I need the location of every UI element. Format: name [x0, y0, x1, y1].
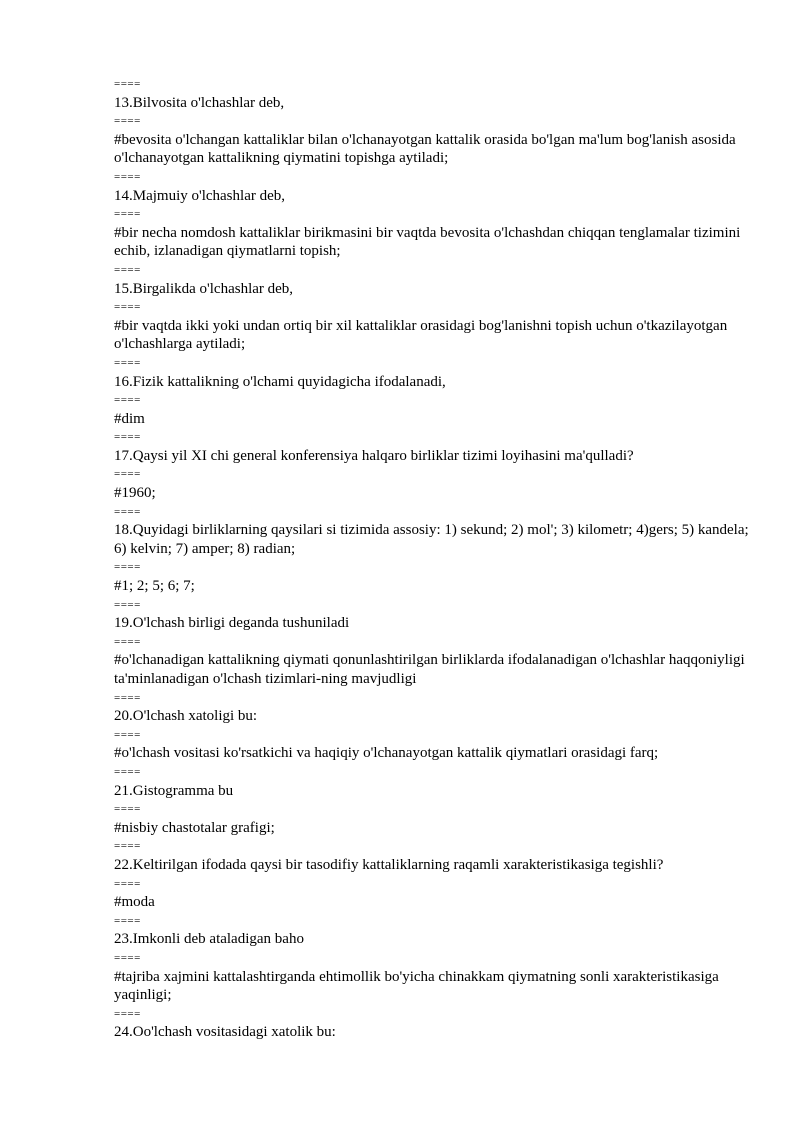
separator-line: ====: [114, 691, 141, 704]
question-text: 22.Keltirilgan ifodada qaysi bir tasodifiy kattaliklarning raqamli xarakteristikasiga tegishli?: [114, 856, 664, 873]
separator-line: ====: [114, 803, 141, 816]
question-text: 24.Oo'lchash vositasidagi xatolik bu:: [114, 1024, 336, 1041]
question-text: 18.Quyidagi birliklarning qaysilari si tizimida assosiy: 1) sekund; 2) mol'; 3) kilometr; 4)gers; 5) kandela; 6) kelvin; 7) amper; 8) radian;: [114, 522, 749, 557]
separator-line: ====: [114, 765, 141, 778]
document-page: [114, 75, 754, 1042]
answer-text: #nisbiy chastotalar grafigi;: [114, 819, 275, 836]
question-text: 20.O'lchash xatoligi bu:: [114, 708, 258, 725]
answer-text: #bevosita o'lchangan kattaliklar bilan o'lchanayotgan kattalik orasida bo'lgan ma'lum bog'lanish asosida o'lchanayotgan kattalikning qiymatini topishga aytiladi;: [114, 131, 736, 167]
separator-line: ====: [114, 468, 141, 481]
separator-line: ====: [114, 505, 141, 518]
separator-line: ====: [114, 115, 141, 128]
answer-text: #o'lchash vositasi ko'rsatkichi va haqiqiy o'lchanayotgan kattalik qiymatlari orasidagi farq;: [114, 745, 659, 762]
question-text: 17.Qaysi yil XI chi general konferensiya halqaro birliklar tizimi loyihasini ma'qulladi?: [114, 447, 634, 464]
separator-line: ====: [114, 356, 141, 369]
separator-line: ====: [114, 431, 141, 444]
separator-line: ====: [114, 635, 141, 648]
answer-text: #moda: [114, 894, 155, 911]
separator-line: ====: [114, 561, 141, 574]
answer-text: #1; 2; 5; 6; 7;: [114, 578, 195, 595]
answer-text: #tajriba xajmini kattalashtirganda ehtimollik bo'yicha chinakkam qiymatning sonli xarakteristikasiga yaqinligi;: [114, 968, 719, 1004]
separator-line: ====: [114, 877, 141, 890]
separator-line: ====: [114, 914, 141, 927]
separator-line: ====: [114, 598, 141, 611]
answer-text: #dim: [114, 410, 145, 427]
question-text: 19.O'lchash birligi deganda tushuniladi: [114, 615, 350, 632]
answer-text: #o'lchanadigan kattalikning qiymati qonunlashtirilgan birliklarda ifodalanadigan o'lchashlar haqqoniyligi ta'minlanadigan o'lchash tizimlari-ning mavjudligi: [114, 652, 745, 687]
question-text: 14.Majmuiy o'lchashlar deb,: [114, 187, 285, 204]
answer-text: #1960;: [114, 485, 156, 502]
separator-line: ====: [114, 951, 141, 964]
separator-line: ====: [114, 394, 141, 407]
separator-line: ====: [114, 840, 141, 853]
answer-text: #bir vaqtda ikki yoki undan ortiq bir xil kattaliklar orasidagi bog'lanishni topish uchun o'tkazilayotgan o'lchashlarga aytiladi;: [114, 317, 728, 353]
separator-line: ====: [114, 208, 141, 221]
question-text: 15.Birgalikda o'lchashlar deb,: [114, 280, 294, 297]
separator-line: ====: [114, 1007, 141, 1020]
question-text: 13.Bilvosita o'lchashlar deb,: [114, 94, 285, 111]
separator-line: ====: [114, 728, 141, 741]
separator-line: ====: [114, 301, 141, 314]
question-text: 16.Fizik kattalikning o'lchami quyidagicha ifodalanadi,: [114, 373, 446, 390]
separator-line: ====: [114, 78, 141, 90]
question-text: 23.Imkonli deb ataladigan baho: [114, 931, 304, 948]
answer-text: #bir necha nomdosh kattaliklar birikmasini bir vaqtda bevosita o'lchashdan chiqqan tenglamalar tizimini echib, izlanadigan qiymatlarni topish;: [114, 224, 741, 260]
separator-line: ====: [114, 170, 141, 183]
question-text: 21.Gistogramma bu: [114, 782, 234, 799]
separator-line: ====: [114, 263, 141, 276]
